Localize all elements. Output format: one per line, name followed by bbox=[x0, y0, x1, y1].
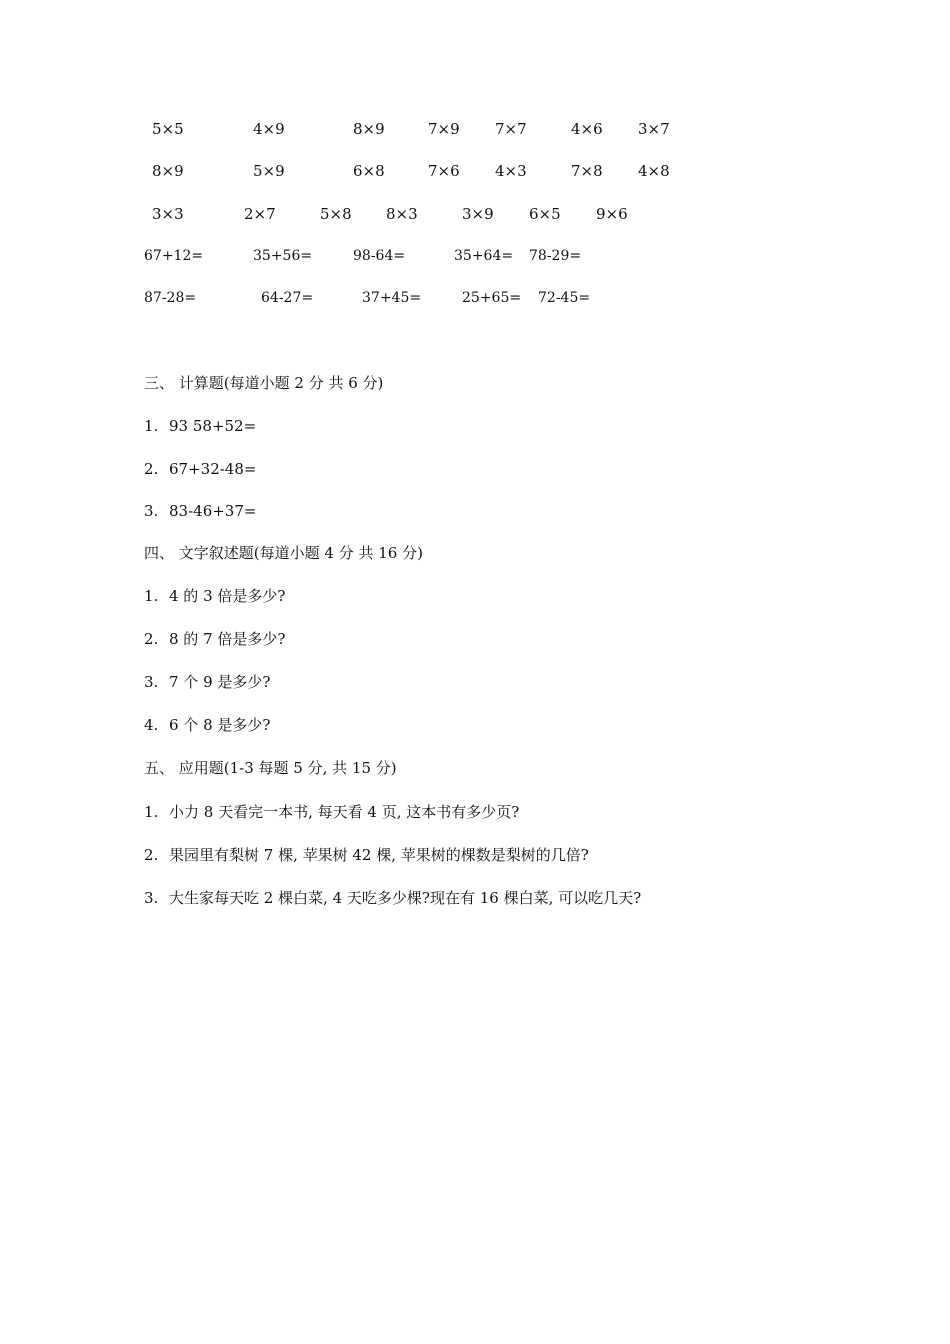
mult-row-1 bbox=[0, 117, 950, 141]
section-5-heading: 五、 应用题(1-3 每题 5 分, 共 15 分) bbox=[144, 759, 397, 777]
mult-item: 4×3 bbox=[495, 162, 527, 180]
addsub-row-1 bbox=[0, 244, 950, 268]
section-3-heading: 三、 计算题(每道小题 2 分 共 6 分) bbox=[144, 374, 384, 392]
mult-item: 5×8 bbox=[320, 205, 352, 223]
addsub-item: 35+56= bbox=[253, 248, 313, 264]
mult-item: 3×7 bbox=[638, 120, 670, 138]
mult-item: 2×7 bbox=[244, 205, 276, 223]
mult-item: 7×8 bbox=[571, 162, 603, 180]
addsub-item: 67+12= bbox=[144, 248, 204, 264]
section-3-item-1: 1. 93 58+52= bbox=[144, 417, 257, 435]
mult-item: 4×8 bbox=[638, 162, 670, 180]
addsub-row-2 bbox=[0, 286, 950, 310]
section-3-item-2: 2. 67+32-48= bbox=[144, 460, 257, 478]
section-4-item-2: 2. 8 的 7 倍是多少? bbox=[144, 630, 286, 648]
mult-row-2 bbox=[0, 159, 950, 183]
addsub-item: 78-29= bbox=[529, 248, 582, 264]
section-4-item-3: 3. 7 个 9 是多少? bbox=[144, 673, 271, 691]
mult-row-3 bbox=[0, 202, 950, 226]
section-4-item-4: 4. 6 个 8 是多少? bbox=[144, 716, 271, 734]
mult-item: 7×9 bbox=[428, 120, 460, 138]
mult-item: 8×9 bbox=[152, 162, 184, 180]
mult-item: 3×3 bbox=[152, 205, 184, 223]
mult-item: 7×7 bbox=[495, 120, 527, 138]
addsub-item: 98-64= bbox=[353, 248, 406, 264]
mult-item: 4×9 bbox=[253, 120, 285, 138]
section-5-item-3: 3. 大生家每天吃 2 棵白菜, 4 天吃多少棵?现在有 16 棵白菜, 可以吃几天? bbox=[144, 889, 642, 907]
mult-item: 5×5 bbox=[152, 120, 184, 138]
mult-item: 3×9 bbox=[462, 205, 494, 223]
addsub-item: 25+65= bbox=[462, 290, 522, 306]
addsub-item: 64-27= bbox=[261, 290, 314, 306]
addsub-item: 35+64= bbox=[454, 248, 514, 264]
addsub-item: 87-28= bbox=[144, 290, 197, 306]
mult-item: 6×5 bbox=[529, 205, 561, 223]
mult-item: 9×6 bbox=[596, 205, 628, 223]
section-4-heading: 四、 文字叙述题(每道小题 4 分 共 16 分) bbox=[144, 544, 423, 562]
section-5-item-2: 2. 果园里有梨树 7 棵, 苹果树 42 棵, 苹果树的棵数是梨树的几倍? bbox=[144, 846, 589, 864]
section-3-item-3: 3. 83-46+37= bbox=[144, 502, 257, 520]
mult-item: 5×9 bbox=[253, 162, 285, 180]
mult-item: 8×9 bbox=[353, 120, 385, 138]
addsub-item: 37+45= bbox=[362, 290, 422, 306]
section-5-item-1: 1. 小力 8 天看完一本书, 每天看 4 页, 这本书有多少页? bbox=[144, 803, 520, 821]
mult-item: 6×8 bbox=[353, 162, 385, 180]
mult-item: 4×6 bbox=[571, 120, 603, 138]
addsub-item: 72-45= bbox=[538, 290, 591, 306]
mult-item: 7×6 bbox=[428, 162, 460, 180]
section-4-item-1: 1. 4 的 3 倍是多少? bbox=[144, 587, 286, 605]
mult-item: 8×3 bbox=[386, 205, 418, 223]
